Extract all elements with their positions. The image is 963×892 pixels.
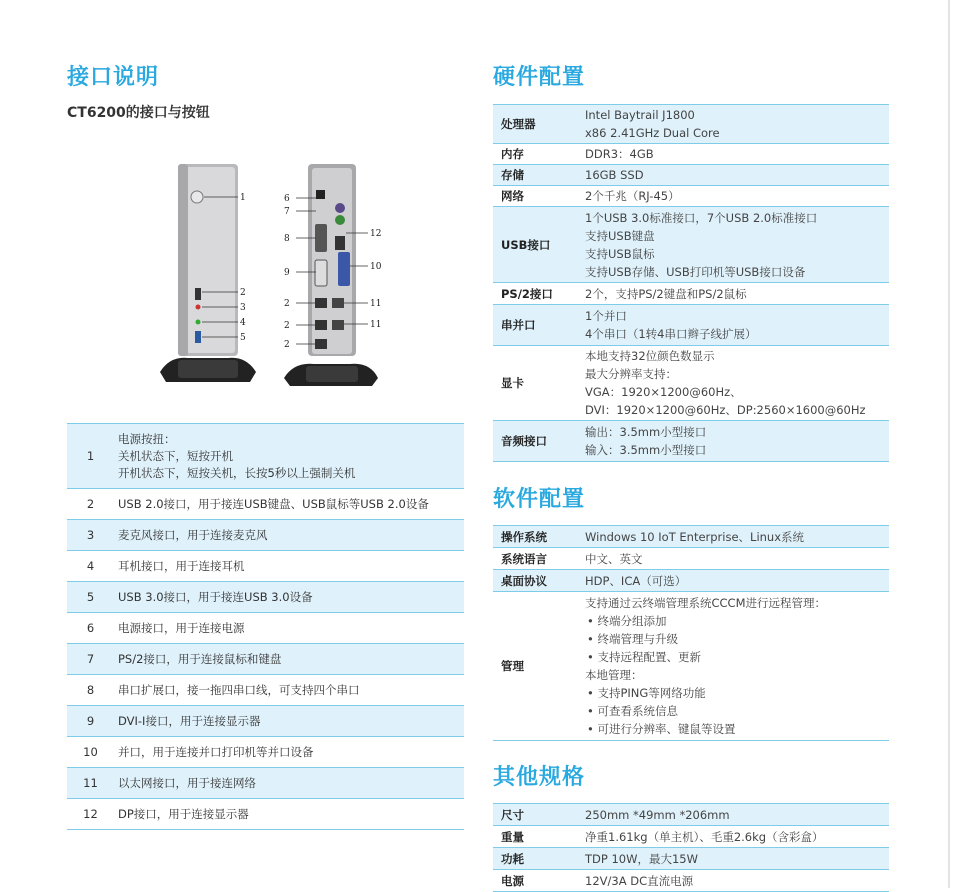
spec-row	[493, 548, 889, 570]
callout-back-8: 8	[284, 234, 290, 244]
spec-value: 2个，支持PS/2键盘和PS/2鼠标	[585, 286, 747, 301]
spec-key: PS/2接口	[501, 286, 553, 301]
port-number: 4	[86, 559, 95, 573]
spec-value: 1个USB 3.0标准接口，7个USB 2.0标准接口	[585, 210, 818, 225]
callout-front-4: 4	[240, 318, 246, 328]
spec-value: HDP、ICA（可选）	[585, 573, 687, 588]
bullet-item: • 支持远程配置、更新	[585, 648, 889, 666]
software-table	[493, 525, 889, 741]
port-desc-line: 以太网接口，用于接连网络	[118, 775, 256, 790]
bullet-item: • 可进行分辨率、键鼠等设置	[585, 720, 889, 738]
port-number: 11	[83, 776, 98, 790]
spec-row	[493, 207, 889, 283]
callout-back-7: 7	[284, 207, 290, 217]
spec-row	[493, 804, 889, 826]
port-row	[67, 551, 464, 582]
port-number: 1	[86, 449, 95, 463]
back-view-device	[284, 164, 378, 386]
port-row	[67, 799, 464, 830]
spec-value: 1个并口	[585, 309, 627, 323]
spec-value: 净重1.61kg（单主机）、毛重2.6kg（含彩盒）	[585, 829, 824, 844]
port-number: 2	[86, 497, 95, 511]
port-desc-line: 电源按扭：	[118, 431, 176, 446]
callout-back-2c: 2	[284, 340, 290, 350]
spec-key: 重量	[501, 829, 524, 844]
spec-key: 管理	[501, 659, 524, 673]
spec-value: 最大分辨率支持：	[585, 367, 677, 381]
ports-section-title: 接口说明	[67, 65, 160, 90]
other-section-title: 其他规格	[493, 765, 586, 790]
spec-value: Intel Baytrail J1800	[585, 108, 695, 122]
spec-key: 串并口	[501, 318, 536, 332]
spec-key: 尺寸	[501, 807, 524, 822]
port-desc-line: PS/2接口，用于连接鼠标和键盘	[118, 651, 282, 666]
spec-key: 电源	[501, 873, 524, 888]
port-desc-line: USB 3.0接口，用于接连USB 3.0设备	[118, 589, 313, 604]
spec-value: 支持USB存储、USB打印机等USB接口设备	[585, 264, 806, 279]
spec-key: 存储	[501, 168, 524, 182]
port-row	[67, 520, 464, 551]
port-row	[67, 489, 464, 520]
port-number: 9	[86, 714, 95, 728]
callout-back-11b: 11	[370, 320, 382, 330]
spec-key: 桌面协议	[501, 573, 547, 588]
spec-value: 支持通过云终端管理系统CCCM进行远程管理：	[585, 596, 827, 610]
spec-row	[493, 870, 889, 892]
port-number: 10	[83, 745, 98, 759]
callout-back-11a: 11	[370, 299, 382, 309]
page-edge-rule	[948, 0, 950, 888]
port-row	[67, 424, 464, 489]
spec-row	[493, 165, 889, 186]
hardware-section-title: 硬件配置	[493, 65, 586, 90]
callout-back-12: 12	[370, 229, 382, 239]
spec-value: 本地管理：	[585, 668, 643, 682]
port-number: 8	[86, 683, 95, 697]
ports-subtitle: CT6200的接口与按钮	[67, 105, 210, 121]
spec-row	[493, 144, 889, 165]
port-desc-line: 麦克风接口，用于连接麦克风	[118, 527, 268, 542]
spec-row	[493, 346, 889, 421]
port-number: 6	[86, 621, 95, 635]
spec-value: 4个串口（1转4串口辫子线扩展）	[585, 327, 757, 341]
spec-value: Windows 10 IoT Enterprise、Linux系统	[585, 529, 805, 544]
callout-front-3: 3	[240, 303, 246, 313]
port-desc-line: 关机状态下，短按开机	[118, 448, 233, 463]
port-desc-line: DP接口，用于连接显示器	[118, 806, 249, 821]
port-row	[67, 613, 464, 644]
spec-value: 输出：3.5mm小型接口	[585, 425, 707, 439]
port-desc-line: 电源接口，用于连接电源	[118, 620, 245, 635]
spec-key: 处理器	[501, 117, 536, 131]
port-desc-line: 并口，用于连接并口打印机等并口设备	[118, 744, 314, 759]
spec-row	[493, 283, 889, 305]
spec-key: 网络	[501, 189, 524, 203]
bullet-item: • 可查看系统信息	[585, 702, 889, 720]
callout-front-1: 1	[240, 193, 246, 203]
spec-row	[493, 421, 889, 462]
spec-row	[493, 592, 889, 741]
spec-value: 支持USB键盘	[585, 228, 655, 243]
bullet-item: • 支持PING等网络功能	[585, 684, 889, 702]
port-desc-line: 串口扩展口，接一拖四串口线，可支持四个串口	[118, 682, 360, 697]
spec-key: 音频接口	[501, 434, 547, 448]
hardware-table	[493, 104, 889, 462]
device-illustration	[150, 160, 390, 392]
spec-value: 支持USB鼠标	[585, 246, 655, 261]
callout-back-2a: 2	[284, 299, 290, 309]
port-row	[67, 644, 464, 675]
port-desc-line: DVI-I接口，用于连接显示器	[118, 713, 261, 728]
callout-back-9: 9	[284, 268, 290, 278]
spec-row	[493, 826, 889, 848]
spec-key: 显卡	[501, 376, 524, 390]
spec-value: 12V/3A DC直流电源	[585, 873, 694, 888]
spec-value: 16GB SSD	[585, 168, 644, 182]
port-row	[67, 582, 464, 613]
spec-row	[493, 526, 889, 548]
spec-value: 输入：3.5mm小型接口	[585, 443, 707, 457]
spec-value: 本地支持32位颜色数显示	[585, 349, 715, 363]
callout-front-2: 2	[240, 288, 246, 298]
ports-table	[67, 423, 464, 830]
spec-value: DVI：1920×1200@60Hz、DP:2560×1600@60Hz	[585, 403, 866, 417]
port-desc-line: USB 2.0接口，用于接连USB键盘、USB鼠标等USB 2.0设备	[118, 496, 429, 511]
callout-back-10: 10	[370, 262, 382, 272]
spec-key: 系统语言	[501, 551, 547, 566]
spec-row	[493, 105, 889, 144]
spec-value: x86 2.41GHz Dual Core	[585, 126, 720, 140]
spec-row	[493, 848, 889, 870]
port-number: 7	[86, 652, 95, 666]
port-row	[67, 768, 464, 799]
spec-value: VGA：1920×1200@60Hz、	[585, 385, 742, 399]
port-row	[67, 706, 464, 737]
spec-value: 中文、英文	[585, 551, 643, 566]
port-number: 3	[86, 528, 95, 542]
spec-key: 功耗	[501, 851, 524, 866]
port-desc-line: 开机状态下，短按关机，长按5秒以上强制关机	[118, 465, 356, 480]
spec-row	[493, 570, 889, 592]
spec-row	[493, 186, 889, 207]
callout-back-6: 6	[284, 194, 290, 204]
callout-front-5: 5	[240, 333, 246, 343]
port-number: 5	[86, 590, 95, 604]
bullet-item: • 终端管理与升级	[585, 630, 889, 648]
port-number: 12	[83, 807, 98, 821]
callout-back-2b: 2	[284, 321, 290, 331]
port-row	[67, 675, 464, 706]
spec-key: 内存	[501, 147, 524, 161]
spec-value: DDR3：4GB	[585, 147, 654, 161]
spec-row	[493, 305, 889, 346]
other-table	[493, 803, 889, 892]
port-desc-line: 耳机接口，用于连接耳机	[118, 558, 245, 573]
spec-key: USB接口	[501, 237, 551, 252]
spec-value: 250mm *49mm *206mm	[585, 807, 730, 822]
spec-key: 操作系统	[501, 529, 547, 544]
spec-value: 2个千兆（RJ-45）	[585, 189, 680, 203]
spec-value: TDP 10W，最大15W	[585, 851, 698, 866]
bullet-item: • 终端分组添加	[585, 612, 889, 630]
software-section-title: 软件配置	[493, 487, 586, 512]
port-row	[67, 737, 464, 768]
